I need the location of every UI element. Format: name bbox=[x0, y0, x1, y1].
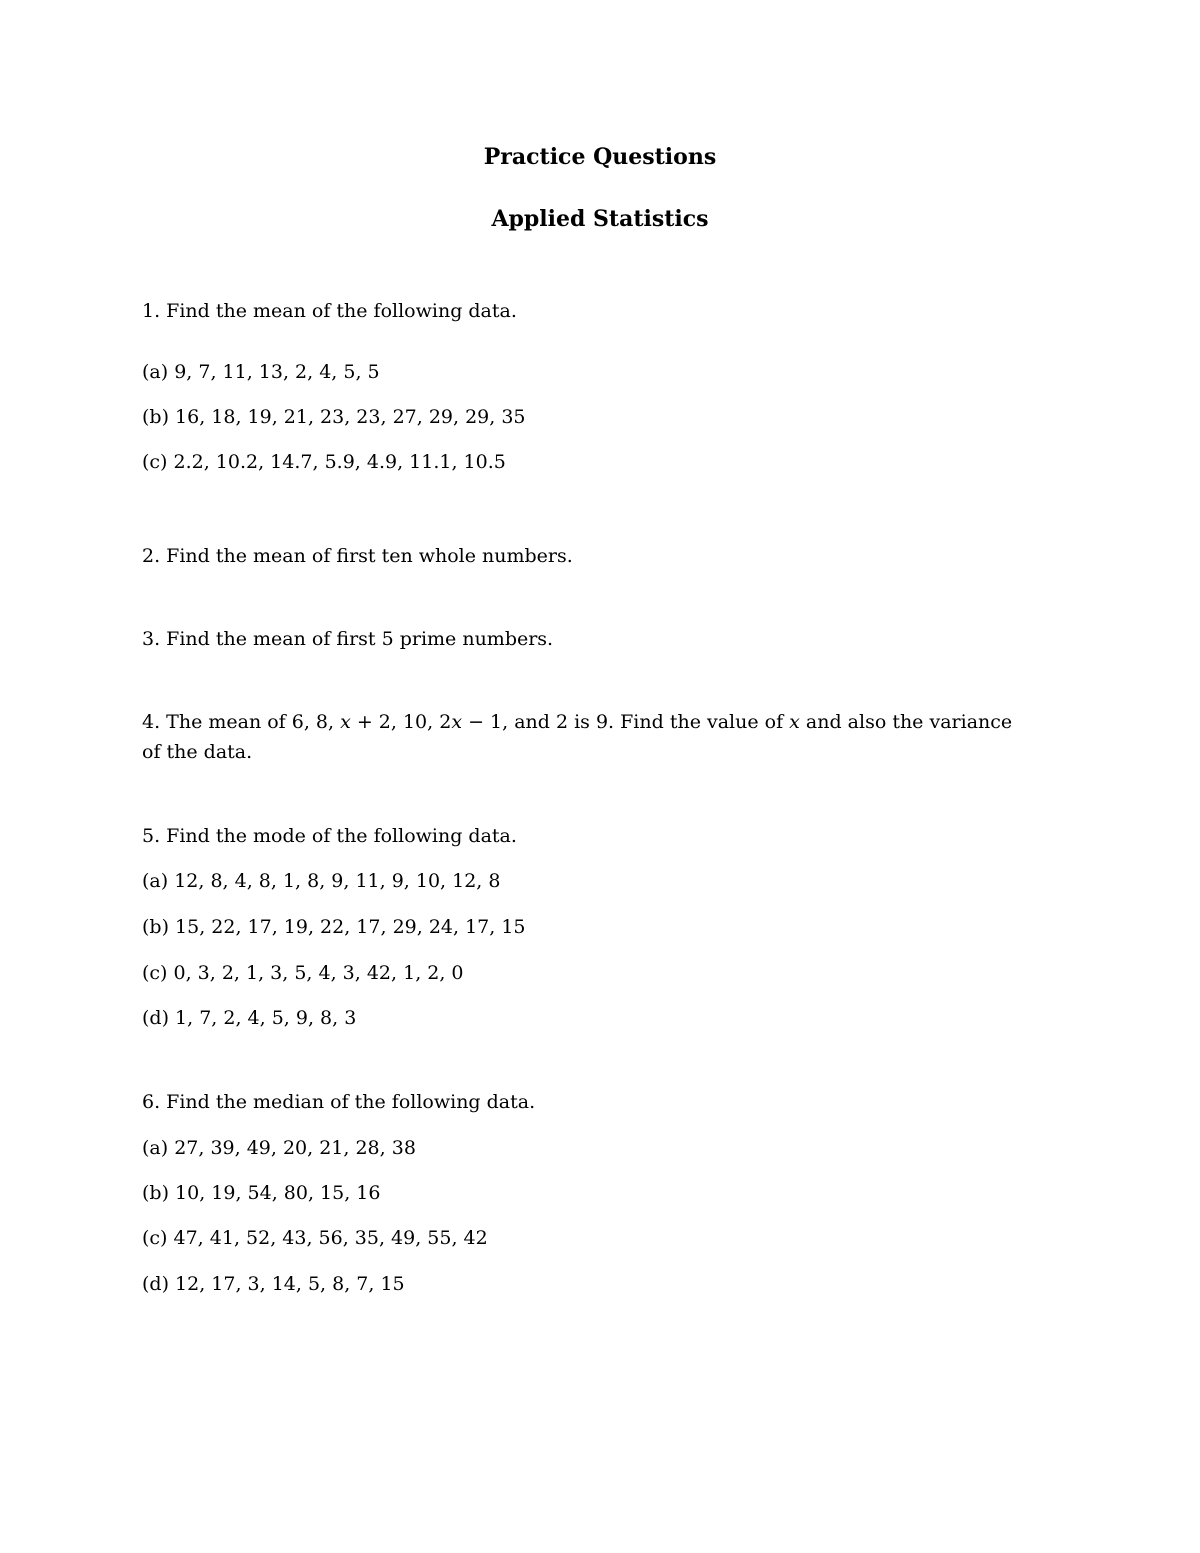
question-1-item-a: (a) 9, 7, 11, 13, 2, 4, 5, 5 bbox=[142, 361, 380, 383]
question-4-line-1 bbox=[142, 711, 1012, 733]
question-5-prompt: 5. Find the mode of the following data. bbox=[142, 825, 517, 847]
question-4-text: − 1, and 2 is 9. Find the value of bbox=[462, 711, 790, 733]
question-2-prompt: 2. Find the mean of first ten whole numbers. bbox=[142, 545, 573, 567]
question-4-text: and also the variance bbox=[799, 711, 1013, 733]
question-6-item-b: (b) 10, 19, 54, 80, 15, 16 bbox=[142, 1182, 381, 1204]
question-5-item-a: (a) 12, 8, 4, 8, 1, 8, 9, 11, 9, 10, 12, 8 bbox=[142, 870, 501, 892]
question-5-item-d: (d) 1, 7, 2, 4, 5, 9, 8, 3 bbox=[142, 1007, 357, 1029]
math-variable-x: x bbox=[789, 711, 800, 733]
page-subtitle: Applied Statistics bbox=[491, 206, 709, 232]
question-6-item-c: (c) 47, 41, 52, 43, 56, 35, 49, 55, 42 bbox=[142, 1227, 488, 1249]
question-6-prompt: 6. Find the median of the following data. bbox=[142, 1091, 536, 1113]
question-6-item-a: (a) 27, 39, 49, 20, 21, 28, 38 bbox=[142, 1137, 416, 1159]
question-5-item-c: (c) 0, 3, 2, 1, 3, 5, 4, 3, 42, 1, 2, 0 bbox=[142, 962, 464, 984]
question-1-item-c: (c) 2.2, 10.2, 14.7, 5.9, 4.9, 11.1, 10.5 bbox=[142, 451, 506, 473]
math-variable-x: x bbox=[340, 711, 351, 733]
question-1-prompt: 1. Find the mean of the following data. bbox=[142, 300, 517, 322]
math-variable-x: x bbox=[451, 711, 463, 733]
question-4-line-2: of the data. bbox=[142, 741, 253, 763]
question-5-item-b: (b) 15, 22, 17, 19, 22, 17, 29, 24, 17, 15 bbox=[142, 916, 526, 938]
question-3-prompt: 3. Find the mean of first 5 prime numbers. bbox=[142, 628, 554, 650]
page-title: Practice Questions bbox=[483, 144, 717, 170]
question-4-text: + 2, 10, 2 bbox=[350, 711, 452, 733]
question-6-item-d: (d) 12, 17, 3, 14, 5, 8, 7, 15 bbox=[142, 1273, 405, 1295]
question-4-text: 4. The mean of 6, 8, bbox=[142, 711, 341, 733]
question-1-item-b: (b) 16, 18, 19, 21, 23, 23, 27, 29, 29, 35 bbox=[142, 406, 526, 428]
